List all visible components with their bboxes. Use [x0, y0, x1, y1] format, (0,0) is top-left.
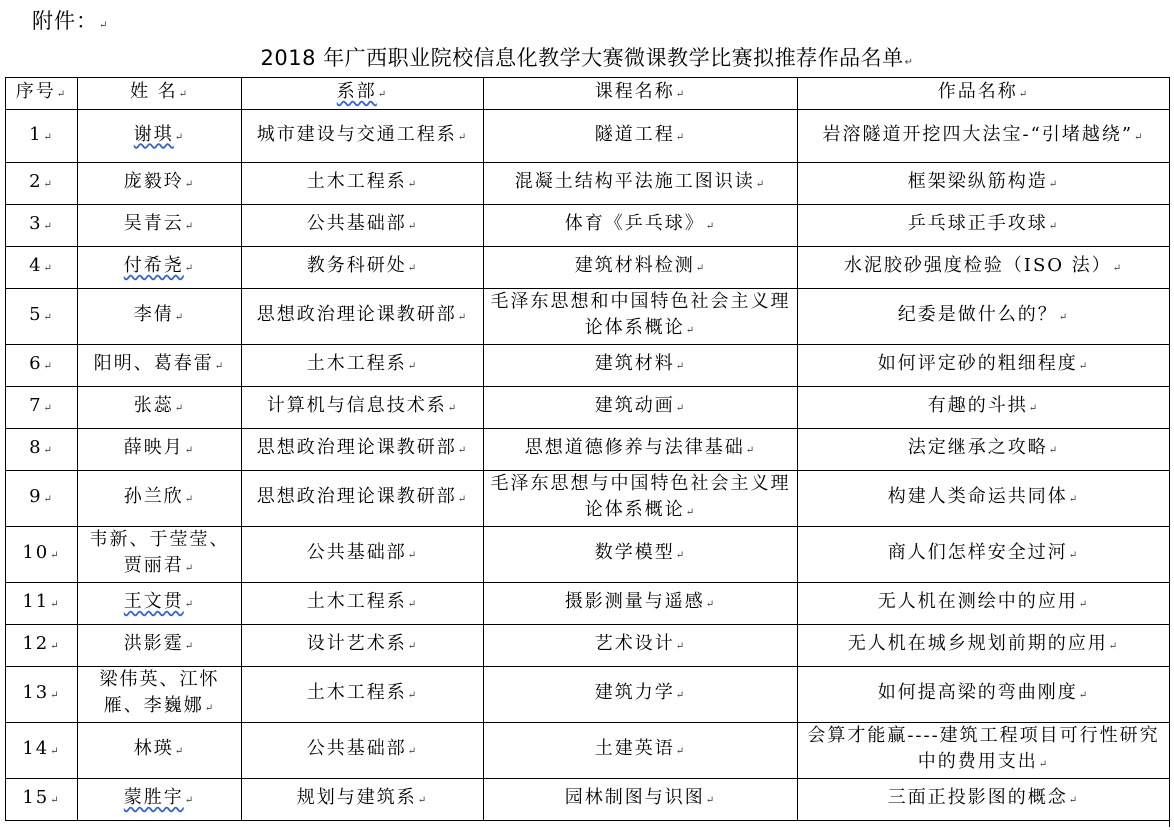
table-row: [6, 247, 1170, 289]
table-row: [6, 163, 1170, 205]
author-names: 付希尧↵: [78, 247, 242, 289]
department: 思想政治理论课教研部↵: [242, 471, 484, 527]
work-title: 框架梁纵筋构造↵: [798, 163, 1170, 205]
course-name: 摄影测量与遥感↵: [484, 583, 798, 625]
course-name: 建筑材料检测↵: [484, 247, 798, 289]
author-names: 张蕊↵: [78, 387, 242, 429]
table-row: [6, 527, 1170, 583]
course-name: 建筑动画↵: [484, 387, 798, 429]
table-row: [6, 471, 1170, 527]
work-title: 水泥胶砂强度检验（ISO 法）↵: [798, 247, 1170, 289]
course-name: 艺术设计↵: [484, 625, 798, 667]
course-name: 思想道德修养与法律基础↵: [484, 429, 798, 471]
column-header-name: 姓 名↵: [78, 78, 242, 110]
author-names: 梁伟英、江怀雁、李巍娜↵: [78, 667, 242, 723]
author-names: 李倩↵: [78, 289, 242, 345]
author-names: 洪影霆↵: [78, 625, 242, 667]
department: 土木工程系↵: [242, 345, 484, 387]
author-names: 林瑛↵: [78, 723, 242, 779]
department: 规划与建筑系↵: [242, 779, 484, 821]
department: 公共基础部↵: [242, 205, 484, 247]
column-header-department: 系部↵: [242, 78, 484, 110]
work-title: 三面正投影图的概念↵: [798, 779, 1170, 821]
author-names: 谢琪↵: [78, 110, 242, 163]
table-row: [6, 583, 1170, 625]
course-name: 建筑力学↵: [484, 667, 798, 723]
column-header-index: 序号↵: [6, 78, 78, 110]
table-header-row: [6, 78, 1170, 110]
row-index: 10↵: [6, 527, 78, 583]
department: 教务科研处↵: [242, 247, 484, 289]
course-name: 园林制图与识图↵: [484, 779, 798, 821]
work-title: 有趣的斗拱↵: [798, 387, 1170, 429]
table-row: [6, 205, 1170, 247]
author-names: 吴青云↵: [78, 205, 242, 247]
table-row: [6, 429, 1170, 471]
table-row: [6, 723, 1170, 779]
work-title: 无人机在测绘中的应用↵: [798, 583, 1170, 625]
department: 计算机与信息技术系↵: [242, 387, 484, 429]
row-index: 5↵: [6, 289, 78, 345]
author-names: 蒙胜宇↵: [78, 779, 242, 821]
work-title: 乒乓球正手攻球↵: [798, 205, 1170, 247]
work-title: 如何提高梁的弯曲刚度↵: [798, 667, 1170, 723]
course-name: 数学模型↵: [484, 527, 798, 583]
department: 土木工程系↵: [242, 163, 484, 205]
course-name: 毛泽东思想和中国特色社会主义理论体系概论↵: [484, 289, 798, 345]
row-index: 15↵: [6, 779, 78, 821]
row-index: 8↵: [6, 429, 78, 471]
row-index: 13↵: [6, 667, 78, 723]
table-row: [6, 667, 1170, 723]
course-name: 隧道工程↵: [484, 110, 798, 163]
work-title: 法定继承之攻略↵: [798, 429, 1170, 471]
author-names: 孙兰欣↵: [78, 471, 242, 527]
column-header-work: 作品名称↵: [798, 78, 1170, 110]
table-row: [6, 345, 1170, 387]
row-index: 1↵: [6, 110, 78, 163]
work-title: 构建人类命运共同体↵: [798, 471, 1170, 527]
document-title: 2018 年广西职业院校信息化教学大赛微课教学比赛拟推荐作品名单↵: [260, 46, 914, 70]
table-row: [6, 289, 1170, 345]
work-title: 岩溶隧道开挖四大法宝-“引堵越绕”↵: [798, 110, 1170, 163]
department: 城市建设与交通工程系↵: [242, 110, 484, 163]
work-title: 商人们怎样安全过河↵: [798, 527, 1170, 583]
course-name: 体育《乒乓球》↵: [484, 205, 798, 247]
course-name: 建筑材料↵: [484, 345, 798, 387]
author-names: 王文贯↵: [78, 583, 242, 625]
course-name: 混凝土结构平法施工图识读↵: [484, 163, 798, 205]
row-index: 2↵: [6, 163, 78, 205]
row-index: 3↵: [6, 205, 78, 247]
author-names: 韦新、于莹莹、贾丽君↵: [78, 527, 242, 583]
author-names: 庞毅玲↵: [78, 163, 242, 205]
work-title: 如何评定砂的粗细程度↵: [798, 345, 1170, 387]
row-index: 12↵: [6, 625, 78, 667]
author-names: 阳明、葛春雷↵: [78, 345, 242, 387]
row-index: 4↵: [6, 247, 78, 289]
department: 公共基础部↵: [242, 527, 484, 583]
department: 土木工程系↵: [242, 583, 484, 625]
work-title: 会算才能赢----建筑工程项目可行性研究中的费用支出↵: [798, 723, 1170, 779]
work-title: 无人机在城乡规划前期的应用↵: [798, 625, 1170, 667]
row-index: 6↵: [6, 345, 78, 387]
work-title: 纪委是做什么的？↵: [798, 289, 1170, 345]
attachment-label: 附件：↵: [32, 9, 109, 33]
row-index: 7↵: [6, 387, 78, 429]
row-index: 11↵: [6, 583, 78, 625]
row-index: 14↵: [6, 723, 78, 779]
table-row: [6, 387, 1170, 429]
author-names: 薛映月↵: [78, 429, 242, 471]
row-index: 9↵: [6, 471, 78, 527]
department: 公共基础部↵: [242, 723, 484, 779]
column-header-course: 课程名称↵: [484, 78, 798, 110]
page-edge-line: [1169, 77, 1174, 827]
course-name: 毛泽东思想与中国特色社会主义理论体系概论↵: [484, 471, 798, 527]
course-name: 土建英语↵: [484, 723, 798, 779]
department: 设计艺术系↵: [242, 625, 484, 667]
department: 思想政治理论课教研部↵: [242, 289, 484, 345]
table-row: [6, 779, 1170, 821]
department: 思想政治理论课教研部↵: [242, 429, 484, 471]
table-row: [6, 110, 1170, 163]
table-row: [6, 625, 1170, 667]
department: 土木工程系↵: [242, 667, 484, 723]
nominee-table: [5, 77, 1170, 821]
